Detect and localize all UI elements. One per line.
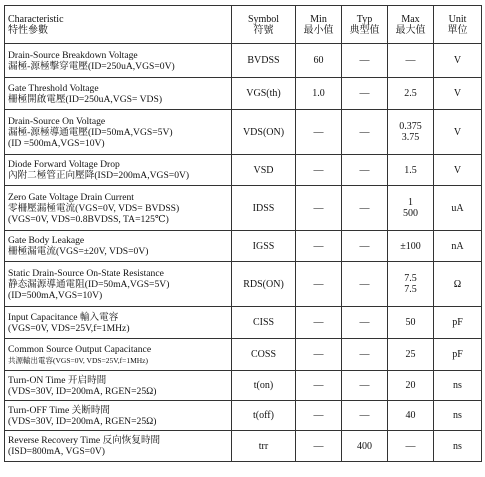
row-symbol: trr xyxy=(232,431,296,462)
characteristics-table xyxy=(4,5,482,462)
row-min: — xyxy=(296,262,342,307)
row-min: — xyxy=(296,110,342,155)
row-max: 25 xyxy=(388,339,434,371)
row-unit: pF xyxy=(434,307,482,339)
row-description: Drain-Source Breakdown Voltage 漏極-源極擊穿電壓(ID=250uA,VGS=0V) xyxy=(5,44,232,78)
row-max: 1 500 xyxy=(388,186,434,231)
row-unit: uA xyxy=(434,186,482,231)
table-row xyxy=(5,307,482,339)
header-unit: Unit 單位 xyxy=(434,6,482,44)
row-symbol: VSD xyxy=(232,155,296,186)
row-unit: V xyxy=(434,44,482,78)
row-unit: Ω xyxy=(434,262,482,307)
row-typ: — xyxy=(342,78,388,110)
table-row xyxy=(5,78,482,110)
row-symbol: BVDSS xyxy=(232,44,296,78)
row-symbol: t(off) xyxy=(232,401,296,431)
row-typ: — xyxy=(342,231,388,262)
table-row xyxy=(5,262,482,307)
row-unit: V xyxy=(434,155,482,186)
row-symbol: VGS(th) xyxy=(232,78,296,110)
header-characteristic: Characteristic 特性參數 xyxy=(5,6,232,44)
row-min: — xyxy=(296,186,342,231)
row-typ: — xyxy=(342,371,388,401)
row-min: — xyxy=(296,155,342,186)
row-unit: ns xyxy=(434,401,482,431)
row-description: Drain-Source On Voltage 漏極-源極導通電壓(ID=50mA,VGS=5V) (ID =500mA,VGS=10V) xyxy=(5,110,232,155)
row-min: — xyxy=(296,401,342,431)
row-unit: V xyxy=(434,110,482,155)
table-row xyxy=(5,371,482,401)
row-max: — xyxy=(388,44,434,78)
row-typ: 400 xyxy=(342,431,388,462)
row-symbol: IGSS xyxy=(232,231,296,262)
row-max: 1.5 xyxy=(388,155,434,186)
row-min: — xyxy=(296,231,342,262)
row-max: 20 xyxy=(388,371,434,401)
row-max: 0.375 3.75 xyxy=(388,110,434,155)
row-max: 7.5 7.5 xyxy=(388,262,434,307)
table-row xyxy=(5,155,482,186)
row-description: Common Source Output Capacitance 共源輸出電容(VGS=0V, VDS=25V,f=1MHz) xyxy=(5,339,232,371)
row-typ: — xyxy=(342,186,388,231)
row-symbol: IDSS xyxy=(232,186,296,231)
header-symbol: Symbol 符號 xyxy=(232,6,296,44)
row-typ: — xyxy=(342,155,388,186)
header-typ: Typ 典型值 xyxy=(342,6,388,44)
row-max: 50 xyxy=(388,307,434,339)
table-row xyxy=(5,339,482,371)
row-max: 2.5 xyxy=(388,78,434,110)
row-symbol: CISS xyxy=(232,307,296,339)
table-row xyxy=(5,231,482,262)
table-row xyxy=(5,401,482,431)
row-description: Turn-ON Time 开启時間 (VDS=30V, ID=200mA, RGEN=25Ω) xyxy=(5,371,232,401)
row-typ: — xyxy=(342,307,388,339)
row-max: — xyxy=(388,431,434,462)
table-row xyxy=(5,431,482,462)
row-symbol: COSS xyxy=(232,339,296,371)
row-unit: ns xyxy=(434,431,482,462)
row-min: — xyxy=(296,307,342,339)
row-typ: — xyxy=(342,262,388,307)
row-description: Gate Threshold Voltage 柵極開啟電壓(ID=250uA,VGS= VDS) xyxy=(5,78,232,110)
row-typ: — xyxy=(342,110,388,155)
row-description: Input Capacitance 輸入電容 (VGS=0V, VDS=25V,f=1MHz) xyxy=(5,307,232,339)
header-min: Min 最小值 xyxy=(296,6,342,44)
row-description: Reverse Recovery Time 反向恢复時間 (ISD=800mA, VGS=0V) xyxy=(5,431,232,462)
row-symbol: RDS(ON) xyxy=(232,262,296,307)
table-row xyxy=(5,44,482,78)
row-max: 40 xyxy=(388,401,434,431)
table-row xyxy=(5,186,482,231)
row-min: — xyxy=(296,371,342,401)
row-symbol: VDS(ON) xyxy=(232,110,296,155)
row-description: Turn-OFF Time 关断時間 (VDS=30V, ID=200mA, RGEN=25Ω) xyxy=(5,401,232,431)
row-description: Gate Body Leakage 柵極漏電流(VGS=±20V, VDS=0V) xyxy=(5,231,232,262)
row-min: 60 xyxy=(296,44,342,78)
row-description: Zero Gate Voltage Drain Current 零柵壓漏極電流(VGS=0V, VDS= BVDSS) (VGS=0V, VDS=0.8BVDSS, TA=125℃) xyxy=(5,186,232,231)
row-unit: ns xyxy=(434,371,482,401)
row-description: Static Drain-Source On-State Resistance 静态漏源導通電阻(ID=50mA,VGS=5V) (ID=500mA,VGS=10V) xyxy=(5,262,232,307)
header-max: Max 最大值 xyxy=(388,6,434,44)
row-unit: pF xyxy=(434,339,482,371)
row-symbol: t(on) xyxy=(232,371,296,401)
row-typ: — xyxy=(342,44,388,78)
row-min: 1.0 xyxy=(296,78,342,110)
row-min: — xyxy=(296,339,342,371)
row-unit: nA xyxy=(434,231,482,262)
table-row xyxy=(5,110,482,155)
row-unit: V xyxy=(434,78,482,110)
row-description: Diode Forward Voltage Drop 內附二極管正向壓降(ISD=200mA,VGS=0V) xyxy=(5,155,232,186)
row-max: ±100 xyxy=(388,231,434,262)
row-typ: — xyxy=(342,401,388,431)
row-typ: — xyxy=(342,339,388,371)
header-row xyxy=(5,6,482,44)
row-min: — xyxy=(296,431,342,462)
